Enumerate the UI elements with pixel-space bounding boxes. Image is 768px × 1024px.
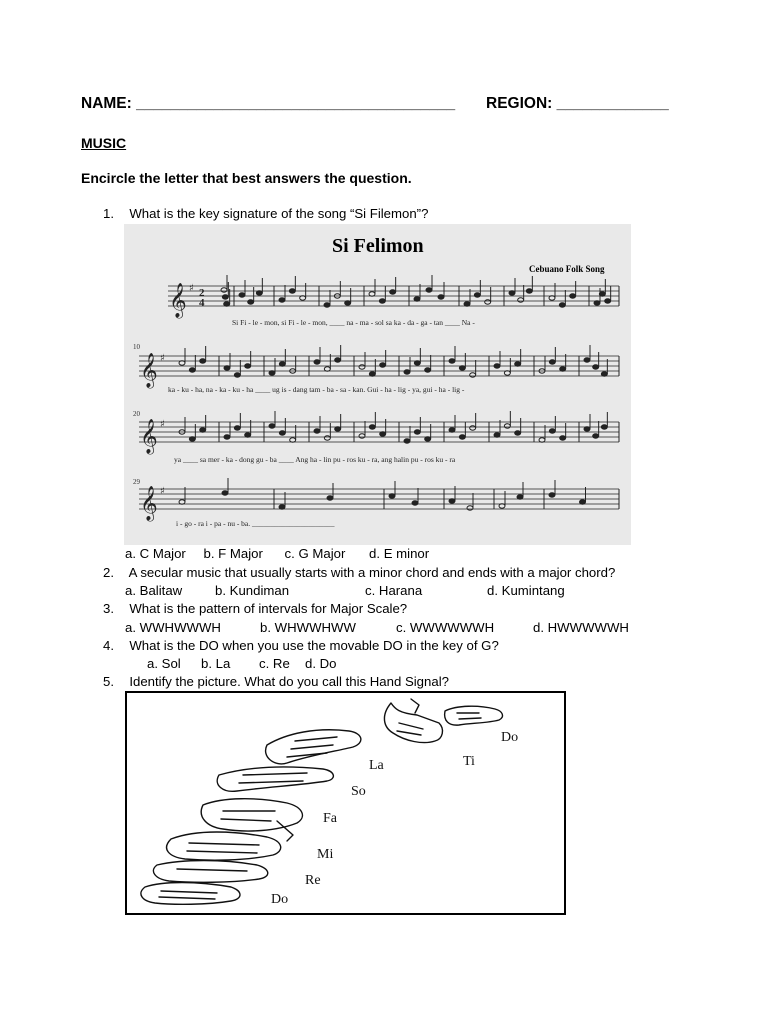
note-head — [412, 501, 418, 505]
option-c[interactable]: c. Re — [259, 656, 290, 671]
option-a[interactable]: a. WWHWWWH — [125, 620, 221, 635]
note-head — [380, 432, 386, 436]
name-field — [81, 95, 455, 113]
hand-mi-icon — [167, 832, 281, 860]
option-a[interactable]: a. Balitaw — [125, 583, 183, 598]
treble-clef-icon: 𝄞 — [140, 486, 158, 521]
note-head — [289, 289, 295, 293]
song-title: Si Felimon — [332, 235, 424, 257]
note-head — [470, 373, 476, 377]
note-head — [515, 431, 521, 435]
note-head — [279, 431, 285, 435]
note-head — [584, 427, 590, 431]
note-head — [369, 425, 375, 429]
note-head — [494, 433, 500, 437]
song-subtitle: Cebuano Folk Song — [529, 264, 605, 274]
sharp-icon: ♯ — [160, 486, 165, 497]
note-head — [279, 505, 285, 509]
note-head — [269, 424, 275, 428]
hand-signals-image — [125, 691, 566, 915]
sharp-icon: ♯ — [160, 353, 165, 364]
note-head — [327, 496, 333, 500]
note-head — [221, 288, 227, 292]
note-head — [256, 291, 262, 295]
hand-la-icon — [266, 730, 361, 764]
note-head — [459, 366, 465, 370]
note-head — [517, 495, 523, 499]
note-head — [494, 364, 500, 368]
option-d[interactable]: d. Kumintang — [487, 583, 565, 598]
note-head — [539, 438, 545, 442]
question-1-options — [125, 546, 429, 561]
note-head — [234, 373, 240, 377]
note-head — [559, 303, 565, 307]
measure-number: 10 — [133, 343, 140, 351]
question-4 — [103, 638, 499, 653]
option-b[interactable]: b. La — [201, 656, 231, 671]
hand-ti-icon — [384, 699, 442, 743]
hand-label: Do — [271, 892, 289, 907]
hand-label: So — [351, 784, 366, 799]
question-number: 3. — [103, 601, 114, 616]
note-head — [515, 362, 521, 366]
note-head — [324, 436, 330, 440]
note-head — [549, 493, 555, 497]
note-head — [224, 366, 230, 370]
hand-label: La — [369, 758, 384, 773]
lyrics-line: Si Fi - le - mon, si Fi - le - mon, ____ na - ma - sol sa ka - da - ga - tan ____ Na - — [232, 318, 475, 327]
note-head — [390, 290, 396, 294]
note-head — [369, 372, 375, 376]
question-text: A secular music that usually starts with a minor chord and ends with a major chord? — [128, 565, 616, 580]
note-head — [404, 439, 410, 443]
question-2 — [103, 565, 615, 580]
note-head — [438, 295, 444, 299]
question-number: 2. — [103, 565, 114, 580]
option-c[interactable]: c. Harana — [365, 583, 423, 598]
note-head — [335, 427, 341, 431]
hand-label: Fa — [323, 811, 337, 826]
time-signature-bottom: 4 — [199, 297, 205, 309]
note-head — [474, 293, 480, 297]
question-5 — [103, 674, 449, 689]
note-head — [570, 294, 576, 298]
hand-label: Do — [501, 730, 519, 745]
note-head — [379, 299, 385, 303]
note-head — [245, 433, 251, 437]
lyrics-line: ka - ku - ha, na - ka - ku - ha ____ ug is - dang tam - ba - sa - kan. Gui - ha - lig - ya, gui - ha - lig - — [168, 385, 465, 394]
note-head — [526, 289, 532, 293]
note-head — [601, 372, 607, 376]
note-head — [485, 300, 491, 304]
option-b[interactable]: b. WHWWHWW — [260, 620, 356, 635]
staff-3 — [139, 422, 619, 442]
staff-2 — [139, 356, 619, 376]
note-head — [324, 367, 330, 371]
note-head — [499, 504, 505, 508]
note-head — [279, 362, 285, 366]
note-head — [518, 298, 524, 302]
note-head — [560, 436, 566, 440]
note-head — [449, 359, 455, 363]
note-head — [449, 428, 455, 432]
note-head — [599, 292, 605, 296]
hand-label: Re — [305, 873, 321, 888]
note-head — [290, 438, 296, 442]
option-d[interactable]: d. Do — [305, 656, 337, 671]
note-head — [335, 358, 341, 362]
measure-number: 29 — [133, 478, 140, 486]
time-signature-top: 2 — [199, 287, 205, 299]
note-head — [593, 365, 599, 369]
question-number: 5. — [103, 674, 114, 689]
note-head — [300, 296, 306, 300]
note-head — [549, 296, 555, 300]
question-text: What is the DO when you use the movable DO in the key of G? — [129, 638, 499, 653]
sharp-icon: ♯ — [160, 419, 165, 430]
note-head — [179, 361, 185, 365]
hand-so-icon — [217, 767, 333, 791]
question-3 — [103, 601, 407, 616]
note-head — [425, 368, 431, 372]
note-head — [239, 293, 245, 297]
note-head — [179, 500, 185, 504]
note-head — [449, 499, 455, 503]
note-head — [404, 370, 410, 374]
lyrics-line: ya ____ sa mer - ka - dong gu - ba ____ Ang ha - lin pu - ros ku - ra, ang halin pu - ros ku - ra — [174, 455, 456, 464]
name-label: NAME: — [81, 95, 132, 112]
note-head — [504, 371, 510, 375]
option-c[interactable]: c. G Major — [284, 546, 346, 561]
note-head — [560, 367, 566, 371]
note-head — [369, 292, 375, 296]
note-head — [549, 360, 555, 364]
note-head — [222, 491, 228, 495]
note-head — [359, 434, 365, 438]
note-head — [549, 429, 555, 433]
hand-label: Mi — [317, 847, 334, 862]
hand-label: Ti — [463, 754, 475, 769]
note-head — [414, 430, 420, 434]
region-blank: _____________ — [556, 95, 669, 112]
treble-clef-icon: 𝄞 — [140, 419, 158, 454]
option-c[interactable]: c. WWWWWWH — [396, 620, 495, 635]
note-head — [314, 429, 320, 433]
staff-4 — [139, 489, 619, 509]
question-text: What is the key signature of the song “Si Filemon”? — [129, 206, 429, 221]
note-head — [224, 302, 230, 306]
note-head — [389, 494, 395, 498]
instruction-text: Encircle the letter that best answers the question. — [81, 170, 412, 186]
note-head — [200, 359, 206, 363]
treble-clef-icon: 𝄞 — [140, 353, 158, 388]
note-head — [504, 424, 510, 428]
note-head — [200, 428, 206, 432]
note-head — [245, 364, 251, 368]
hand-re-icon — [153, 861, 267, 883]
region-field — [486, 95, 669, 113]
treble-clef-icon: 𝄞 — [169, 283, 187, 318]
note-head — [467, 506, 473, 510]
note-head — [593, 434, 599, 438]
note-head — [269, 371, 275, 375]
option-d[interactable]: d. HWWWWWH — [533, 620, 629, 635]
note-head — [426, 288, 432, 292]
note-head — [470, 426, 476, 430]
hand-do-high-icon — [445, 706, 503, 725]
note-head — [359, 365, 365, 369]
sharp-icon: ♯ — [189, 283, 194, 294]
note-head — [279, 298, 285, 302]
note-head — [580, 500, 586, 504]
note-head — [222, 295, 228, 299]
note-head — [414, 297, 420, 301]
note-head — [509, 291, 515, 295]
option-b[interactable]: b. F Major — [203, 546, 263, 561]
note-head — [459, 435, 465, 439]
note-head — [380, 363, 386, 367]
region-label: REGION: — [486, 95, 553, 112]
option-b[interactable]: b. Kundiman — [215, 583, 290, 598]
note-head — [189, 368, 195, 372]
note-head — [464, 302, 470, 306]
question-number: 4. — [103, 638, 114, 653]
sheet-music-image — [124, 224, 631, 545]
measure-number: 20 — [133, 410, 140, 418]
name-blank: _____________________________________ — [136, 95, 456, 112]
note-head — [248, 300, 254, 304]
note-head — [224, 435, 230, 439]
question-text: Identify the picture. What do you call this Hand Signal? — [129, 674, 449, 689]
lyrics-line: i - go - ra i - pa - nu - ba. ______________________ — [176, 519, 335, 528]
note-head — [314, 360, 320, 364]
note-head — [425, 437, 431, 441]
note-head — [584, 358, 590, 362]
subject-heading: MUSIC — [81, 135, 127, 151]
note-head — [601, 425, 607, 429]
question-1 — [103, 206, 428, 221]
option-a[interactable]: a. C Major — [125, 546, 186, 561]
note-head — [605, 299, 611, 303]
note-head — [414, 361, 420, 365]
note-head — [324, 303, 330, 307]
hand-do-low-icon — [141, 883, 240, 905]
option-d[interactable]: d. E minor — [369, 546, 430, 561]
note-head — [234, 426, 240, 430]
question-text: What is the pattern of intervals for Major Scale? — [129, 601, 408, 616]
option-a[interactable]: a. Sol — [147, 656, 181, 671]
question-number: 1. — [103, 206, 114, 221]
note-head — [594, 301, 600, 305]
note-head — [345, 301, 351, 305]
note-head — [189, 437, 195, 441]
